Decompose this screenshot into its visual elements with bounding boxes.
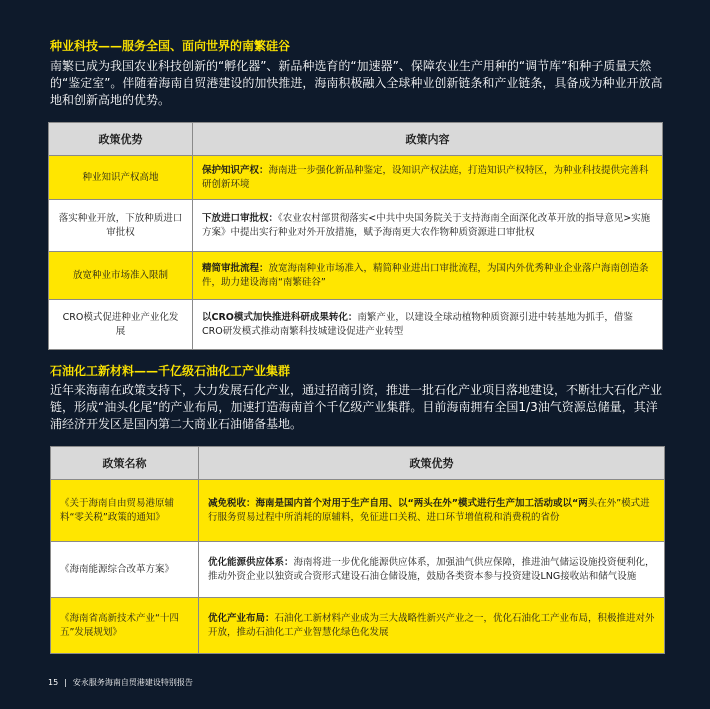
content-text: 海南进一步强化新品种鉴定，设知识产权法庭，打造知识产权特区，为种业科技提供完善科研创新环境 <box>202 164 649 190</box>
footer-separator: | <box>64 678 67 687</box>
policy-name-cell: 《关于海南自由贸易港原辅料“零关税”政策的通知》 <box>51 480 199 542</box>
content-bold: 优化能源供应体系： <box>208 556 294 568</box>
content-text: 石油化工新材料产业成为三大战略性新兴产业之一，优化石油化工产业布局，积极推进对外开放，推动石油化工产业智慧化绿色化发展 <box>208 612 655 638</box>
table-row <box>49 156 663 200</box>
content-text: 放宽海南种业市场准入，精简种业进出口审批流程，为国内外优秀种业企业落户海南创造条件，助力建设海南“南繁硅谷” <box>202 262 649 288</box>
table-row <box>49 252 663 300</box>
table-row <box>49 200 663 252</box>
seed-policy-table <box>48 122 663 350</box>
content-bold: 下放进口审批权： <box>202 212 279 224</box>
content-cell <box>199 480 665 542</box>
petrochemical-intro: 近年来海南在政策支持下，大力发展石化产业，通过招商引资，推进一批石化产业项目落地建设，不断壮大石化产业链，形成“油头化尾”的产业布局，加速打造海南首个千亿级产业集群。目前海南拥有全国1/3油气资源总储量，其洋浦经济开发区是国内第二大商业石油储备基地。 <box>50 383 663 431</box>
petrochemical-policy-table <box>50 446 665 654</box>
advantage-cell: 放宽种业市场准入限制 <box>49 252 193 300</box>
content-text: 海南将进一步优化能源供应体系，加强油气供应保障，推进油气储运设施投资便利化，推动外资企业以独资或合资形式建设石油仓储设施，鼓励各类资本参与投资建设LNG接收站和储气设施 <box>208 556 655 582</box>
section-title-seed-industry: 种业科技——服务全国、面向世界的南繁硅谷 <box>50 39 291 53</box>
content-bold: 精简审批流程： <box>202 262 269 274</box>
advantage-cell: CRO模式促进种业产业化发展 <box>49 300 193 350</box>
content-bold: 优化产业布局： <box>208 612 275 624</box>
seed-industry-intro: 南繁已成为我国农业科技创新的“孵化器”、新品种选育的“加速器”、保障农业生产用种的“调节库”和种子质量天然的“鉴定室”。伴随着海南自贸港建设的加快推进，海南积极融入全球种业创新链条和产业链条，具备成为种业开放高地和创新高地的优势。 <box>50 59 663 107</box>
page-number: 15 <box>48 678 59 687</box>
content-cell <box>193 300 663 350</box>
content-cell <box>193 200 663 252</box>
content-cell <box>193 156 663 200</box>
content-bold: 保护知识产权： <box>202 164 269 176</box>
page-footer <box>48 677 193 688</box>
content-cell <box>193 252 663 300</box>
footer-title: 安永服务海南自贸港建设特别报告 <box>72 678 193 687</box>
table-row <box>51 480 665 542</box>
content-text: 《农业农村部贯彻落实<中共中央国务院关于支持海南全面深化改革开放的指导意见>实施方案》中提出实行种业对外开放措施，赋予海南更大农作物种质资源进口审批权 <box>202 212 651 238</box>
content-cell <box>199 598 665 654</box>
table-row <box>51 598 665 654</box>
content-text: 南繁产业，以建设全球动植物种质资源引进中转基地为抓手，借鉴CRO研发模式推动南繁科技城建设促进产业转型 <box>202 311 633 337</box>
policy-name-cell: 《海南省高新技术产业“十四五”发展规划》 <box>51 598 199 654</box>
header-policy-name: 政策名称 <box>51 447 199 480</box>
table-row <box>51 542 665 598</box>
header-policy-content: 政策内容 <box>193 123 663 156</box>
content-bold: 以CRO模式加快推进科研成果转化： <box>202 311 358 323</box>
content-cell <box>199 542 665 598</box>
content-bold: 减免税收：海南是国内首个对用于生产自用、以“两头在外”模式进行生产加工活动或以“两 <box>208 497 588 509</box>
header-policy-advantage: 政策优势 <box>49 123 193 156</box>
advantage-cell: 种业知识产权高地 <box>49 156 193 200</box>
advantage-cell: 落实种业开放，下放种质进口审批权 <box>49 200 193 252</box>
policy-name-cell: 《海南能源综合改革方案》 <box>51 542 199 598</box>
section-title-petrochemical: 石油化工新材料——千亿级石油化工产业集群 <box>50 364 291 378</box>
header-policy-advantage: 政策优势 <box>199 447 665 480</box>
table-row <box>49 300 663 350</box>
content-text: 头在外”模式进行服务贸易过程中所消耗的原辅料，免征进口关税、进口环节增值税和消费税的省份 <box>208 497 650 523</box>
